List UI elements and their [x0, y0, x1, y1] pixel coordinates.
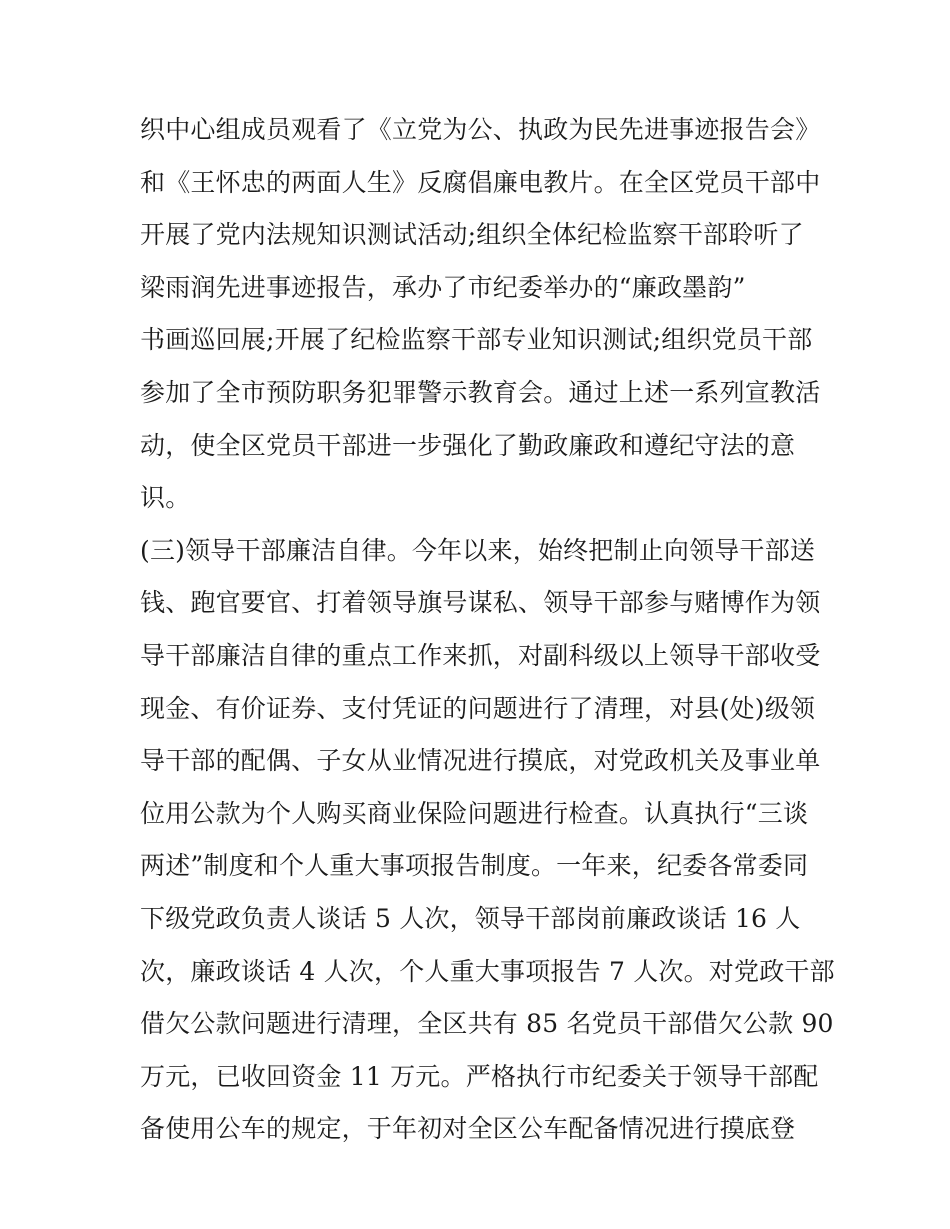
text-line: 参加了全市预防职务犯罪警示教育会。通过上述一系列宣教活	[140, 377, 821, 407]
section-heading-line: (三)领导干部廉洁自律。今年以来，始终把制止向领导干部送	[140, 535, 816, 565]
text-line: 识。	[140, 483, 191, 513]
text-line: 动，使全区党员干部进一步强化了勤政廉政和遵纪守法的意	[140, 430, 796, 460]
text-line: 书画巡回展;开展了纪检监察干部专业知识测试;组织党员干部	[140, 325, 813, 355]
text-line: 梁雨润先进事迹报告，承办了市纪委举办的“廉政墨韵”	[140, 272, 746, 302]
text-line: 开展了党内法规知识测试活动;组织全体纪检监察干部聆听了	[140, 220, 804, 250]
text-line: 现金、有价证券、支付凭证的问题进行了清理，对县(处)级领	[140, 693, 816, 723]
text-line: 和《王怀忠的两面人生》反腐倡廉电教片。在全区党员干部中	[140, 167, 821, 197]
body-text	[140, 104, 835, 1156]
text-line: 织中心组成员观看了《立党为公、执政为民先进事迹报告会》	[140, 115, 821, 144]
text-line: 钱、跑官要官、打着领导旗号谋私、领导干部参与赌博作为领	[140, 588, 821, 618]
text-line: 次，廉政谈话 4 人次，个人重大事项报告 7 人次。对党政干部	[140, 956, 835, 986]
text-line: 位用公款为个人购买商业保险问题进行检查。认真执行“三谈	[140, 798, 809, 828]
text-line: 两述”制度和个人重大事项报告制度。一年来，纪委各常委同	[140, 851, 809, 881]
text-line: 导干部的配偶、子女从业情况进行摸底，对党政机关及事业单	[140, 746, 821, 776]
text-line: 下级党政负责人谈话 5 人次，领导干部岗前廉政谈话 16 人	[140, 903, 801, 933]
text-line: 借欠公款问题进行清理，全区共有 85 名党员干部借欠公款 90	[140, 1009, 834, 1039]
text-line: 备使用公车的规定，于年初对全区公车配备情况进行摸底登	[140, 1114, 796, 1144]
text-line: 万元，已收回资金 11 万元。严格执行市纪委关于领导干部配	[140, 1061, 819, 1091]
text-line: 导干部廉洁自律的重点工作来抓，对副科级以上领导干部收受	[140, 640, 821, 670]
